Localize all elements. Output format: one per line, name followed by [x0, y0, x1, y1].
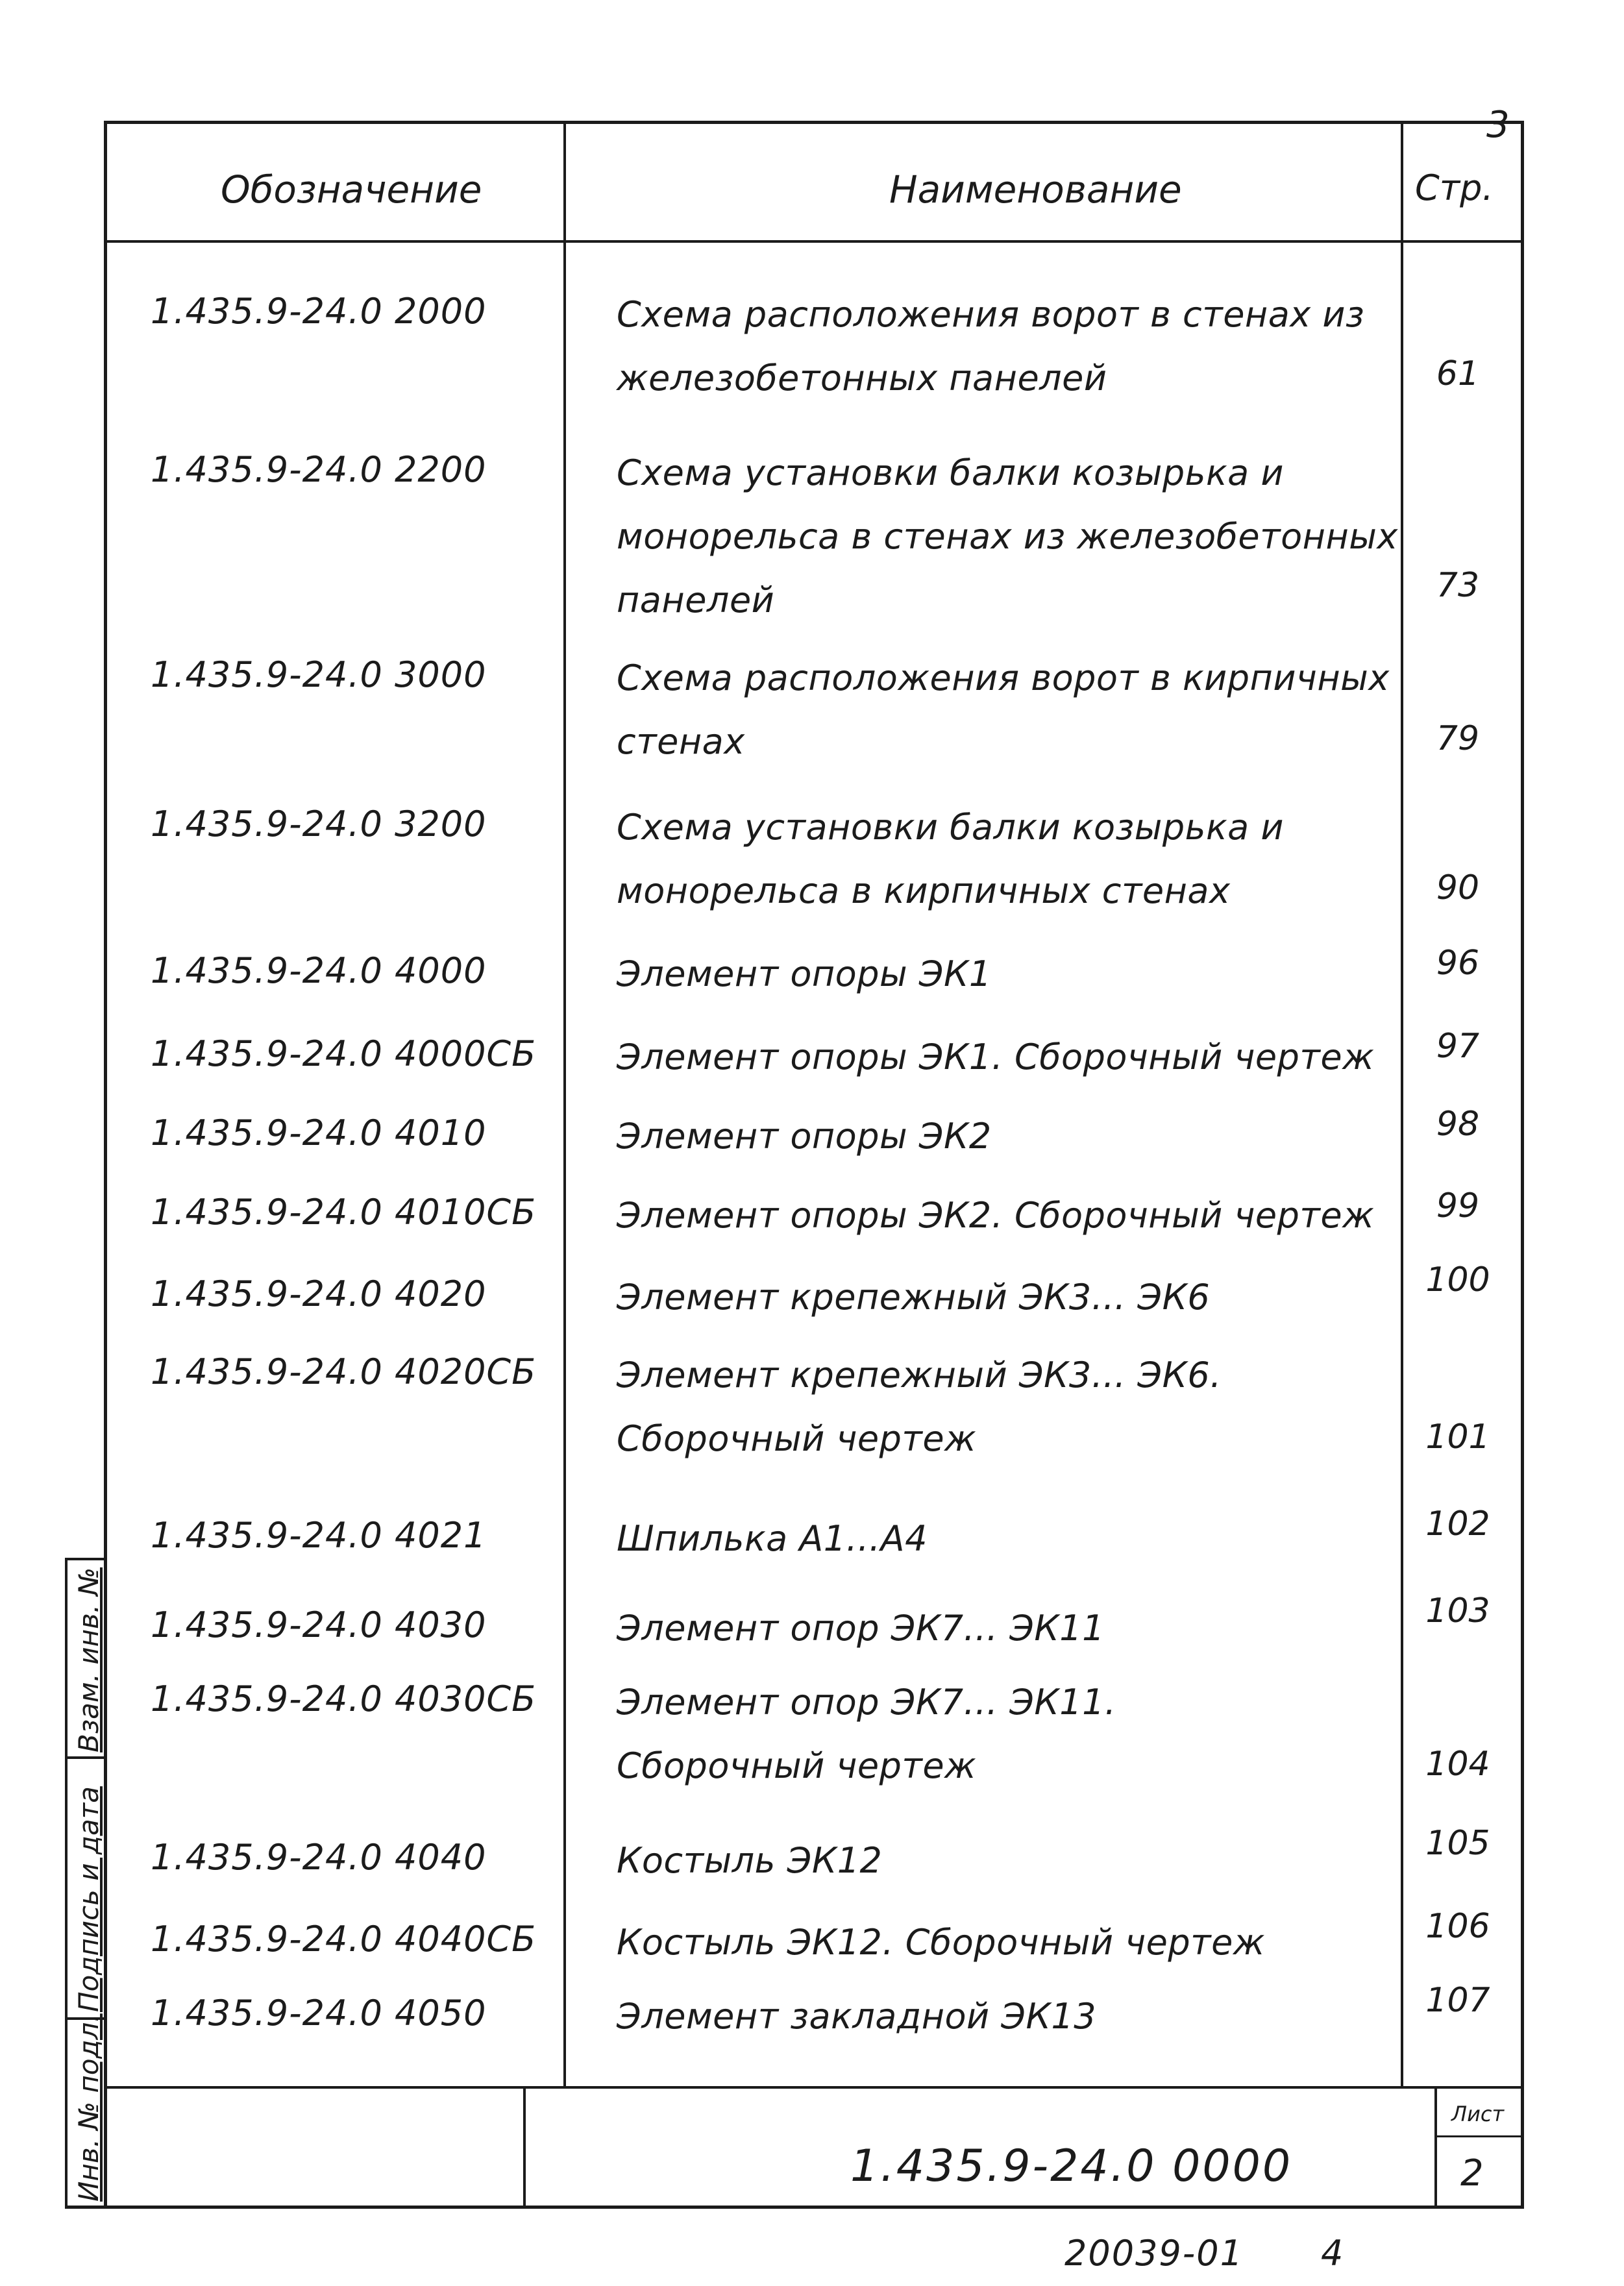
stamp-sheet-number: 2: [1460, 2152, 1484, 2194]
margin-outer-line: [65, 1558, 68, 2208]
page-corner-number: 3: [1486, 104, 1510, 146]
row-name: Элемент опоры ЭК2. Сборочный чертеж: [617, 1195, 1375, 1236]
row-name: Элемент закладной ЭК13: [617, 1996, 1097, 2037]
row-name: Элемент опоры ЭК1: [617, 953, 992, 994]
header-name: Наименование: [889, 167, 1182, 212]
row-code: 1.435.9-24.0 4050: [151, 1993, 487, 2034]
margin-label-replaces-inv: Взам. инв. №: [73, 1567, 105, 1752]
row-name: Элемент опор ЭК7... ЭК11. Сборочный чертеж: [617, 1682, 1116, 1786]
row-code: 1.435.9-24.0 4000: [151, 950, 487, 991]
stamp-divider-right: [1434, 2086, 1437, 2207]
row-page: 105: [1425, 1824, 1490, 1863]
row-name: Схема установки балки козырька и монорельса в кирпичных стенах: [617, 807, 1284, 911]
stamp-sheet-label: Лист: [1451, 2102, 1505, 2126]
row-code: 1.435.9-24.0 4010: [151, 1112, 487, 1153]
row-code: 1.435.9-24.0 4040: [151, 1837, 487, 1878]
row-name: Схема установки балки козырька и монорельса в стенах из железобетонных панелей: [617, 452, 1398, 621]
row-page: 98: [1436, 1105, 1480, 1144]
margin-tick-1: [65, 1558, 105, 1560]
row-page: 101: [1425, 1418, 1490, 1456]
row-page: 97: [1436, 1027, 1480, 1066]
stamp-document-code: 1.435.9-24.0 0000: [850, 2141, 1293, 2192]
header-separator-line: [104, 240, 1524, 243]
row-name: Элемент крепежный ЭК3... ЭК6. Сборочный чертеж: [617, 1355, 1222, 1459]
header-page: Стр.: [1415, 167, 1494, 208]
row-name: Схема расположения ворот в кирпичных стенах: [617, 658, 1390, 762]
row-code: 1.435.9-24.0 4040СБ: [151, 1919, 537, 1960]
row-page: 107: [1425, 1981, 1490, 2020]
row-code: 1.435.9-24.0 4030: [151, 1604, 487, 1645]
row-name: Элемент опор ЭК7... ЭК11: [617, 1608, 1105, 1649]
row-code: 1.435.9-24.0 4030СБ: [151, 1678, 537, 1719]
row-code: 1.435.9-24.0 4021: [151, 1515, 487, 1556]
frame-bottom-line: [65, 2206, 1524, 2209]
row-name: Шпилька А1...А4: [617, 1518, 928, 1559]
stamp-divider-left: [523, 2086, 526, 2207]
row-page: 61: [1436, 354, 1480, 393]
header-designation: Обозначение: [221, 167, 482, 212]
row-page: 79: [1436, 719, 1480, 758]
row-code: 1.435.9-24.0 2200: [151, 449, 487, 490]
margin-label-inventory: Инв. № подл.: [73, 2013, 105, 2202]
stamp-top-line: [104, 2086, 1524, 2089]
row-name: Схема расположения ворот в стенах из железобетонных панелей: [617, 294, 1365, 399]
stamp-sheet-divider: [1434, 2135, 1523, 2137]
row-name: Элемент крепежный ЭК3... ЭК6: [617, 1277, 1211, 1318]
margin-tick-2: [65, 1756, 105, 1759]
frame-top-line: [104, 121, 1524, 124]
frame-right-line: [1521, 121, 1524, 2208]
row-code: 1.435.9-24.0 4000СБ: [151, 1033, 537, 1074]
row-code: 1.435.9-24.0 4020СБ: [151, 1351, 537, 1392]
row-page: 103: [1425, 1592, 1490, 1630]
row-page: 106: [1425, 1907, 1490, 1946]
row-name: Элемент опоры ЭК2: [617, 1116, 992, 1157]
row-code: 1.435.9-24.0 4010СБ: [151, 1192, 537, 1233]
margin-label-signature-date: Подпись и дата: [73, 1786, 105, 2012]
column-separator-1: [563, 121, 566, 2087]
row-page: 96: [1436, 944, 1480, 983]
row-page: 73: [1436, 566, 1480, 605]
row-code: 1.435.9-24.0 4020: [151, 1273, 487, 1314]
row-page: 90: [1436, 868, 1480, 907]
bottom-page-number: 4: [1321, 2233, 1344, 2274]
row-code: 1.435.9-24.0 3200: [151, 804, 487, 844]
row-page: 102: [1425, 1505, 1490, 1543]
row-page: 100: [1425, 1260, 1490, 1299]
row-code: 1.435.9-24.0 2000: [151, 291, 487, 332]
archive-code: 20039-01: [1064, 2233, 1244, 2274]
row-name: Элемент опоры ЭК1. Сборочный чертеж: [617, 1037, 1375, 1077]
column-separator-2: [1401, 121, 1403, 2087]
row-name: Костыль ЭК12. Сборочный чертеж: [617, 1922, 1265, 1963]
row-code: 1.435.9-24.0 3000: [151, 654, 487, 695]
row-page: 104: [1425, 1745, 1490, 1784]
row-page: 99: [1436, 1186, 1480, 1225]
row-name: Костыль ЭК12: [617, 1840, 883, 1881]
